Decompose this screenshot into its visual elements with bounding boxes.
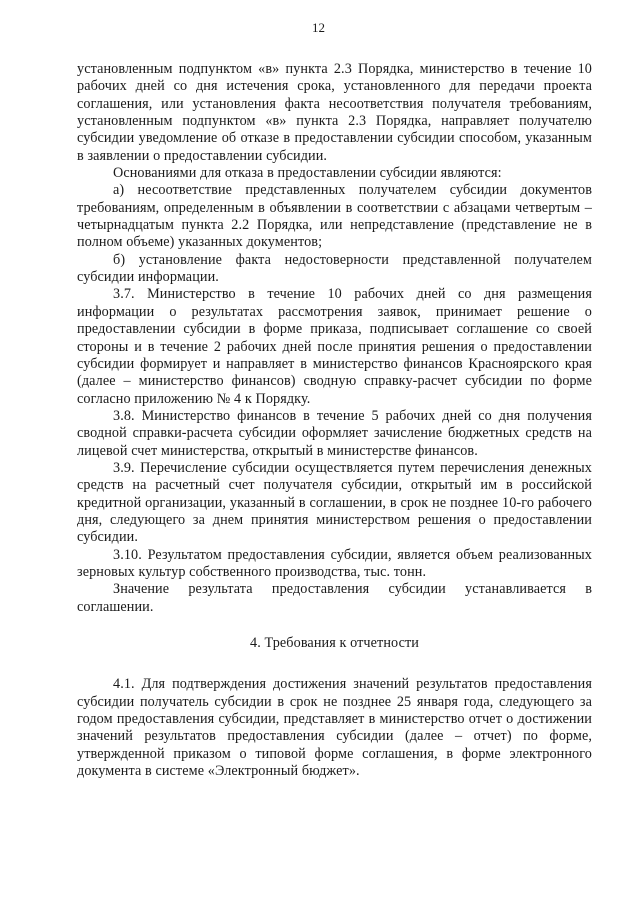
paragraph-3-10: 3.10. Результатом предоставления субсидии, является объем реализованных зерновых культур собственного производства, тыс. тонн. [77,546,592,580]
paragraph-3-7: 3.7. Министерство в течение 10 рабочих дней со дня размещения информации о результатах рассмотрения заявок, принимает решение о предоставлении субсидии в форме приказа, подписывает соглашение со своей стороны и в течение 2 рабочих дней после принятия решения о предоставлении субсидии формирует и направляет в министерство финансов Красноярского края (далее – министерство финансов) сводную справку-расчет субсидии по форме согласно приложению № 4 к Порядку. [77,286,592,407]
paragraph-3-9: 3.9. Перечисление субсидии осуществляется путем перечисления денежных средств на расчетный счет получателя субсидии, открытый им в российской кредитной организации, указанный в соглашении, в срок не позднее 10-го рабочего дня, следующего за днем принятия министерством решения о предоставлении субсидии. [77,459,592,546]
paragraph-refusal-grounds: Основаниями для отказа в предоставлении субсидии являются: [113,165,502,182]
paragraph-result-value: Значение результата предоставления субсидии устанавливается в соглашении. [77,581,592,615]
section-heading: 4. Требования к отчетности [250,635,419,651]
paragraph-continuation: установленным подпунктом «в» пункта 2.3 Порядка, министерство в течение 10 рабочих дней со дня истечения срока, установленного для передачи проекта соглашения, или установления факта несоответствия получателя требованиям, установленным подпунктом «в» пункта 2.3 Порядка, направляет получателю субсидии уведомление об отказе в предоставлении субсидии способом, указанным в заявлении о предоставлении субсидии. [77,61,592,164]
paragraph-item-a: а) несоответствие представленных получателем субсидии документов требованиям, определенным в объявлении в соответствии с абзацами четвертым – четырнадцатым пункта 2.2 Порядка, или непредставление (представление не в полном объеме) указанных документов; [77,182,592,251]
paragraph-3-8: 3.8. Министерство финансов в течение 5 рабочих дней со дня получения сводной справки-расчета субсидии оформляет зачисление бюджетных средств на лицевой счет министерства, открытый в министерстве финансов. [77,407,592,459]
paragraph-item-b: б) установление факта недостоверности представленной получателем субсидии информации. [77,251,592,286]
page-number: 12 [312,20,325,35]
paragraph-4-1: 4.1. Для подтверждения достижения значений результатов предоставления субсидии получатель субсидии в срок не позднее 25 января года, следующего за годом предоставления субсидии, представляет в министерство отчет о достижении значений результатов предоставления субсидии (далее – отчет) по форме, утвержденной приказом о типовой форме соглашения, в форме электронного документа в системе «Электронный бюджет». [77,676,592,780]
document-body [77,61,592,780]
